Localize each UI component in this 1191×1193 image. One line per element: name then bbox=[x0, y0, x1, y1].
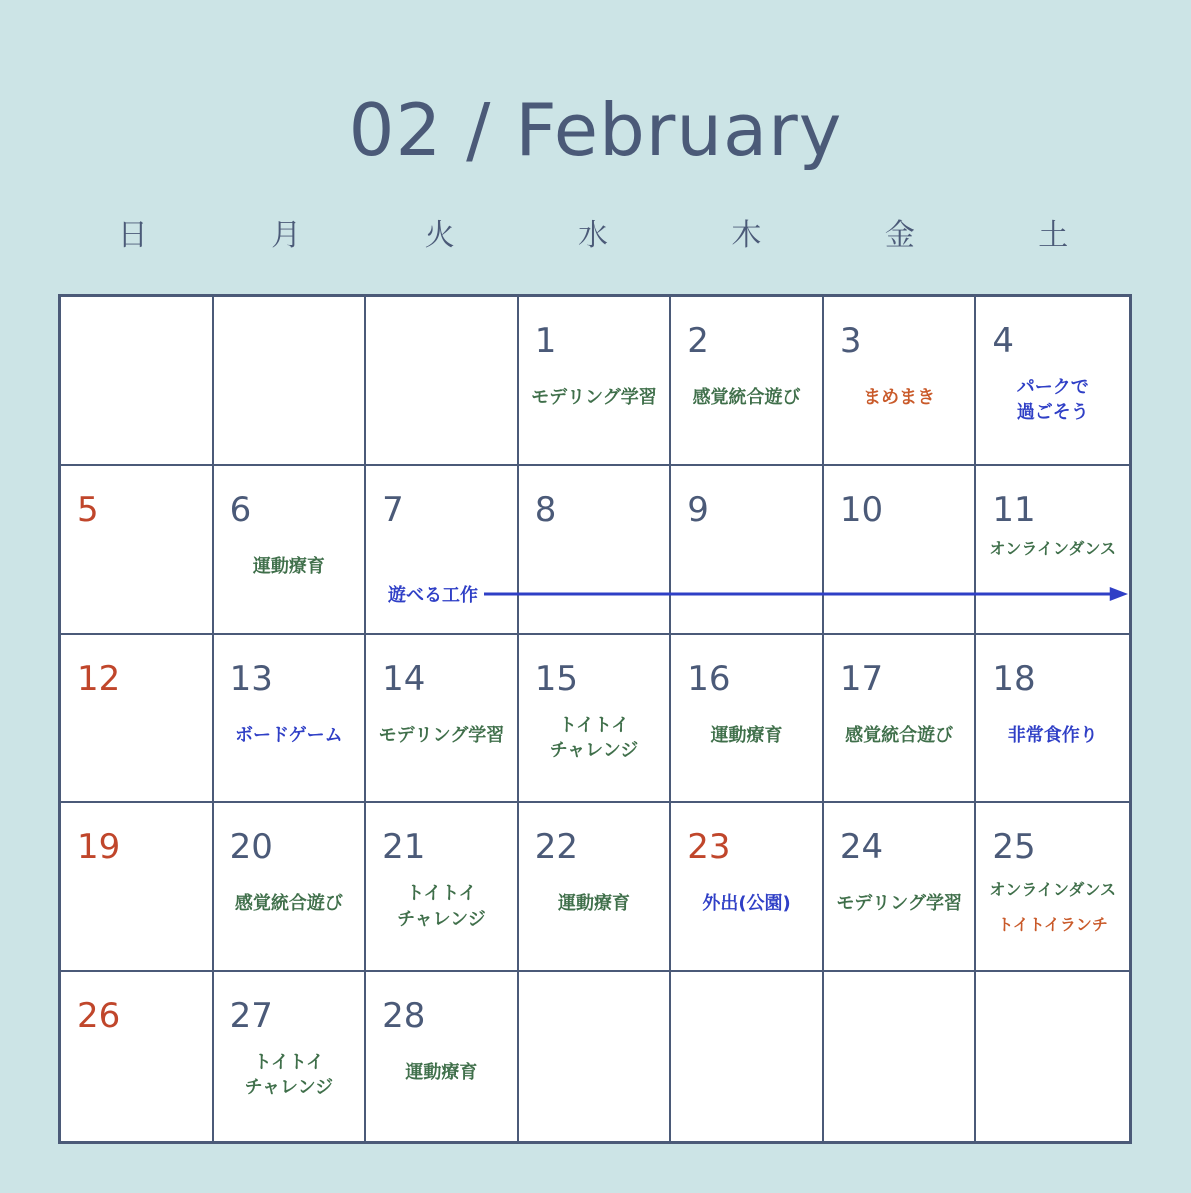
event-list bbox=[214, 891, 365, 916]
day-cell-14[interactable] bbox=[366, 635, 519, 804]
event-label: 運動療育 bbox=[557, 893, 630, 915]
day-number: 6 bbox=[229, 489, 252, 530]
event-label: トイトイ チャレンジ bbox=[244, 1052, 334, 1099]
day-number: 13 bbox=[229, 658, 273, 699]
day-number: 27 bbox=[229, 996, 273, 1037]
event-list bbox=[824, 385, 975, 410]
day-cell-7[interactable] bbox=[366, 466, 519, 635]
event-label: トイトイ チャレンジ bbox=[397, 883, 486, 930]
event-list bbox=[519, 713, 670, 763]
span-event-label: 遊べる工作 bbox=[388, 585, 478, 606]
event-list bbox=[824, 891, 975, 916]
event-label: まめまき bbox=[863, 387, 936, 408]
event-list bbox=[366, 723, 517, 748]
event-list bbox=[366, 1060, 517, 1085]
day-number: 2 bbox=[687, 321, 709, 361]
weekday-fri: 金 bbox=[884, 218, 915, 253]
event-label: 外出(公園) bbox=[702, 893, 791, 915]
day-cell-21[interactable] bbox=[366, 803, 519, 972]
day-number: 17 bbox=[839, 658, 884, 699]
event-list bbox=[366, 881, 517, 931]
day-cell-23[interactable] bbox=[671, 803, 824, 972]
day-number: 18 bbox=[992, 658, 1036, 699]
day-number: 9 bbox=[687, 489, 709, 530]
empty-day-cell[interactable] bbox=[61, 297, 214, 466]
day-number: 16 bbox=[687, 658, 731, 699]
event-list bbox=[976, 375, 1129, 425]
event-list bbox=[519, 385, 670, 410]
empty-day-cell[interactable] bbox=[976, 972, 1129, 1141]
day-cell-3[interactable] bbox=[824, 297, 977, 466]
day-cell-11[interactable] bbox=[976, 466, 1129, 635]
day-cell-6[interactable] bbox=[214, 466, 367, 635]
event-list bbox=[214, 554, 365, 579]
weekday-thu: 木 bbox=[731, 218, 762, 253]
day-cell-22[interactable] bbox=[519, 803, 672, 972]
day-cell-26[interactable] bbox=[61, 972, 214, 1141]
event-list bbox=[671, 723, 822, 748]
day-number: 24 bbox=[839, 827, 884, 868]
empty-day-cell[interactable] bbox=[214, 297, 367, 466]
day-cell-5[interactable] bbox=[61, 466, 214, 635]
event-label: モデリング学習 bbox=[836, 893, 962, 915]
day-number: 23 bbox=[687, 827, 731, 868]
day-number: 7 bbox=[382, 489, 404, 530]
event-label: 運動療育 bbox=[710, 724, 783, 746]
day-number: 12 bbox=[77, 658, 121, 699]
day-cell-28[interactable] bbox=[366, 972, 519, 1141]
event-label: 感覚統合遊び bbox=[845, 724, 954, 746]
event-label: モデリング学習 bbox=[531, 387, 657, 408]
weekday-sat: 土 bbox=[1038, 218, 1069, 253]
day-number: 15 bbox=[534, 658, 578, 699]
day-cell-15[interactable] bbox=[519, 635, 672, 804]
day-number: 10 bbox=[839, 489, 884, 530]
day-number: 19 bbox=[77, 827, 121, 868]
day-number: 28 bbox=[382, 996, 426, 1037]
day-number: 21 bbox=[382, 827, 426, 868]
event-list bbox=[214, 723, 365, 748]
day-cell-9[interactable] bbox=[671, 466, 824, 635]
event-label: オンラインダンス bbox=[989, 538, 1116, 558]
event-list bbox=[976, 879, 1129, 936]
day-number: 5 bbox=[77, 489, 99, 530]
day-cell-19[interactable] bbox=[61, 803, 214, 972]
weekday-header bbox=[58, 210, 1132, 254]
empty-day-cell[interactable] bbox=[366, 297, 519, 466]
event-list bbox=[824, 723, 975, 748]
event-label: 感覚統合遊び bbox=[692, 387, 801, 408]
calendar-grid bbox=[58, 294, 1132, 1144]
day-cell-25[interactable] bbox=[976, 803, 1129, 972]
event-list bbox=[214, 1050, 365, 1100]
day-cell-24[interactable] bbox=[824, 803, 977, 972]
day-number: 3 bbox=[839, 321, 862, 361]
day-number: 11 bbox=[992, 489, 1036, 530]
event-label: トイトイランチ bbox=[997, 914, 1108, 934]
day-cell-8[interactable] bbox=[519, 466, 672, 635]
day-cell-27[interactable] bbox=[214, 972, 367, 1141]
day-number: 26 bbox=[77, 996, 121, 1037]
event-list bbox=[976, 538, 1129, 560]
event-label: オンラインダンス bbox=[989, 880, 1116, 900]
day-number: 4 bbox=[992, 321, 1015, 361]
event-label: 運動療育 bbox=[252, 555, 325, 577]
day-number: 1 bbox=[534, 321, 557, 361]
event-label: 非常食作り bbox=[1007, 724, 1098, 746]
weekday-mon: 月 bbox=[271, 218, 302, 253]
day-number: 8 bbox=[534, 489, 557, 530]
event-label: パークで 過ごそう bbox=[1016, 377, 1089, 424]
event-list bbox=[519, 891, 670, 916]
day-number: 20 bbox=[229, 827, 273, 868]
day-cell-4[interactable] bbox=[976, 297, 1129, 466]
calendar-title: 02 / February bbox=[348, 88, 843, 172]
event-list bbox=[976, 723, 1129, 748]
event-list bbox=[671, 385, 822, 410]
day-cell-12[interactable] bbox=[61, 635, 214, 804]
right-arrow-icon bbox=[484, 584, 1128, 604]
event-label: 感覚統合遊び bbox=[234, 893, 343, 915]
day-cell-1[interactable] bbox=[519, 297, 672, 466]
empty-day-cell[interactable] bbox=[671, 972, 824, 1141]
day-cell-13[interactable] bbox=[214, 635, 367, 804]
event-list bbox=[671, 891, 822, 916]
day-cell-10[interactable] bbox=[824, 466, 977, 635]
empty-day-cell[interactable] bbox=[519, 972, 672, 1141]
weekday-wed: 水 bbox=[577, 218, 608, 253]
day-number: 22 bbox=[534, 827, 578, 868]
event-label: ボードゲーム bbox=[235, 724, 343, 746]
event-label: モデリング学習 bbox=[378, 724, 505, 746]
day-number: 25 bbox=[992, 827, 1036, 868]
day-cell-17[interactable] bbox=[824, 635, 977, 804]
event-label: 運動療育 bbox=[405, 1062, 478, 1084]
day-cell-20[interactable] bbox=[214, 803, 367, 972]
day-cell-16[interactable] bbox=[671, 635, 824, 804]
weekday-tue: 火 bbox=[424, 218, 455, 253]
span-event bbox=[388, 580, 1128, 608]
empty-day-cell[interactable] bbox=[824, 972, 977, 1141]
event-label: トイトイ チャレンジ bbox=[549, 714, 639, 761]
day-number: 14 bbox=[382, 658, 426, 699]
weekday-sun: 日 bbox=[117, 218, 148, 253]
day-cell-2[interactable] bbox=[671, 297, 824, 466]
day-cell-18[interactable] bbox=[976, 635, 1129, 804]
